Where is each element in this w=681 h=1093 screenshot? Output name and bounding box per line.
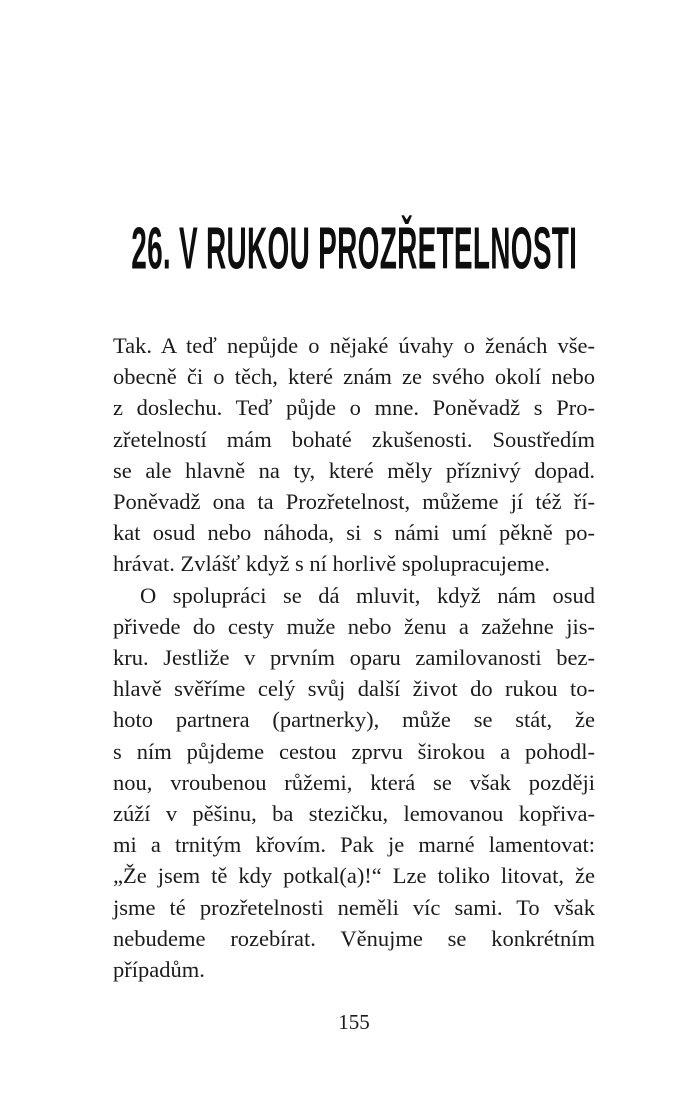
text-line: Poněvadž ona ta Prozřetelnost, můžeme jí též ří-	[113, 489, 595, 515]
text-line: kat osud nebo náhoda, si s námi umí pěkně po-	[113, 520, 595, 546]
text-line: hrávat. Zvlášť když s ní horlivě spolupracujeme.	[113, 551, 550, 577]
text-line: kru. Jestliže v prvním oparu zamilovanosti bez-	[113, 645, 595, 671]
text-line: nebudeme rozebírat. Věnujme se konkrétním	[113, 925, 595, 951]
text-line: hlavě svěříme celý svůj další život do rukou to-	[113, 676, 595, 702]
body-text	[113, 330, 595, 985]
text-line: s ním půjdeme cestou zprvu širokou a pohodl-	[113, 738, 595, 764]
text-line: se ale hlavně na ty, které měly příznivý dopad.	[113, 457, 595, 483]
page-number: 155	[338, 1010, 370, 1034]
text-line: jsme té prozřetelnosti neměli víc sami. To však	[113, 894, 595, 920]
text-line: přivede do cesty muže nebo ženu a zažehne jis-	[113, 613, 595, 639]
chapter-heading-wrap	[113, 215, 595, 282]
chapter-heading: 26. V RUKOU PROZŘETELNOSTI	[130, 215, 578, 282]
text-line: Tak. A teď nepůjde o nějaké úvahy o ženách vše-	[113, 333, 595, 358]
text-line: případům.	[113, 957, 205, 983]
text-line: z doslechu. Teď půjde o mne. Poněvadž s Pro-	[113, 395, 595, 421]
text-line: zúží v pěšinu, ba stezičku, lemovanou kopřiva-	[113, 801, 595, 827]
text-line: „Že jsem tě kdy potkal(a)!“ Lze toliko litovat, že	[113, 863, 595, 889]
text-line: nou, vroubenou růžemi, která se však později	[113, 769, 595, 795]
text-line: hoto partnera (partnerky), může se stát, že	[113, 707, 595, 733]
text-line: zřetelností mám bohaté zkušenosti. Soustředím	[113, 426, 595, 452]
text-line: obecně či o těch, které znám ze svého okolí nebo	[113, 364, 595, 390]
text-line: mi a trnitým křovím. Pak je marné lamentovat:	[113, 832, 595, 858]
text-line: O spolupráci se dá mluvit, když nám osud	[140, 582, 595, 608]
